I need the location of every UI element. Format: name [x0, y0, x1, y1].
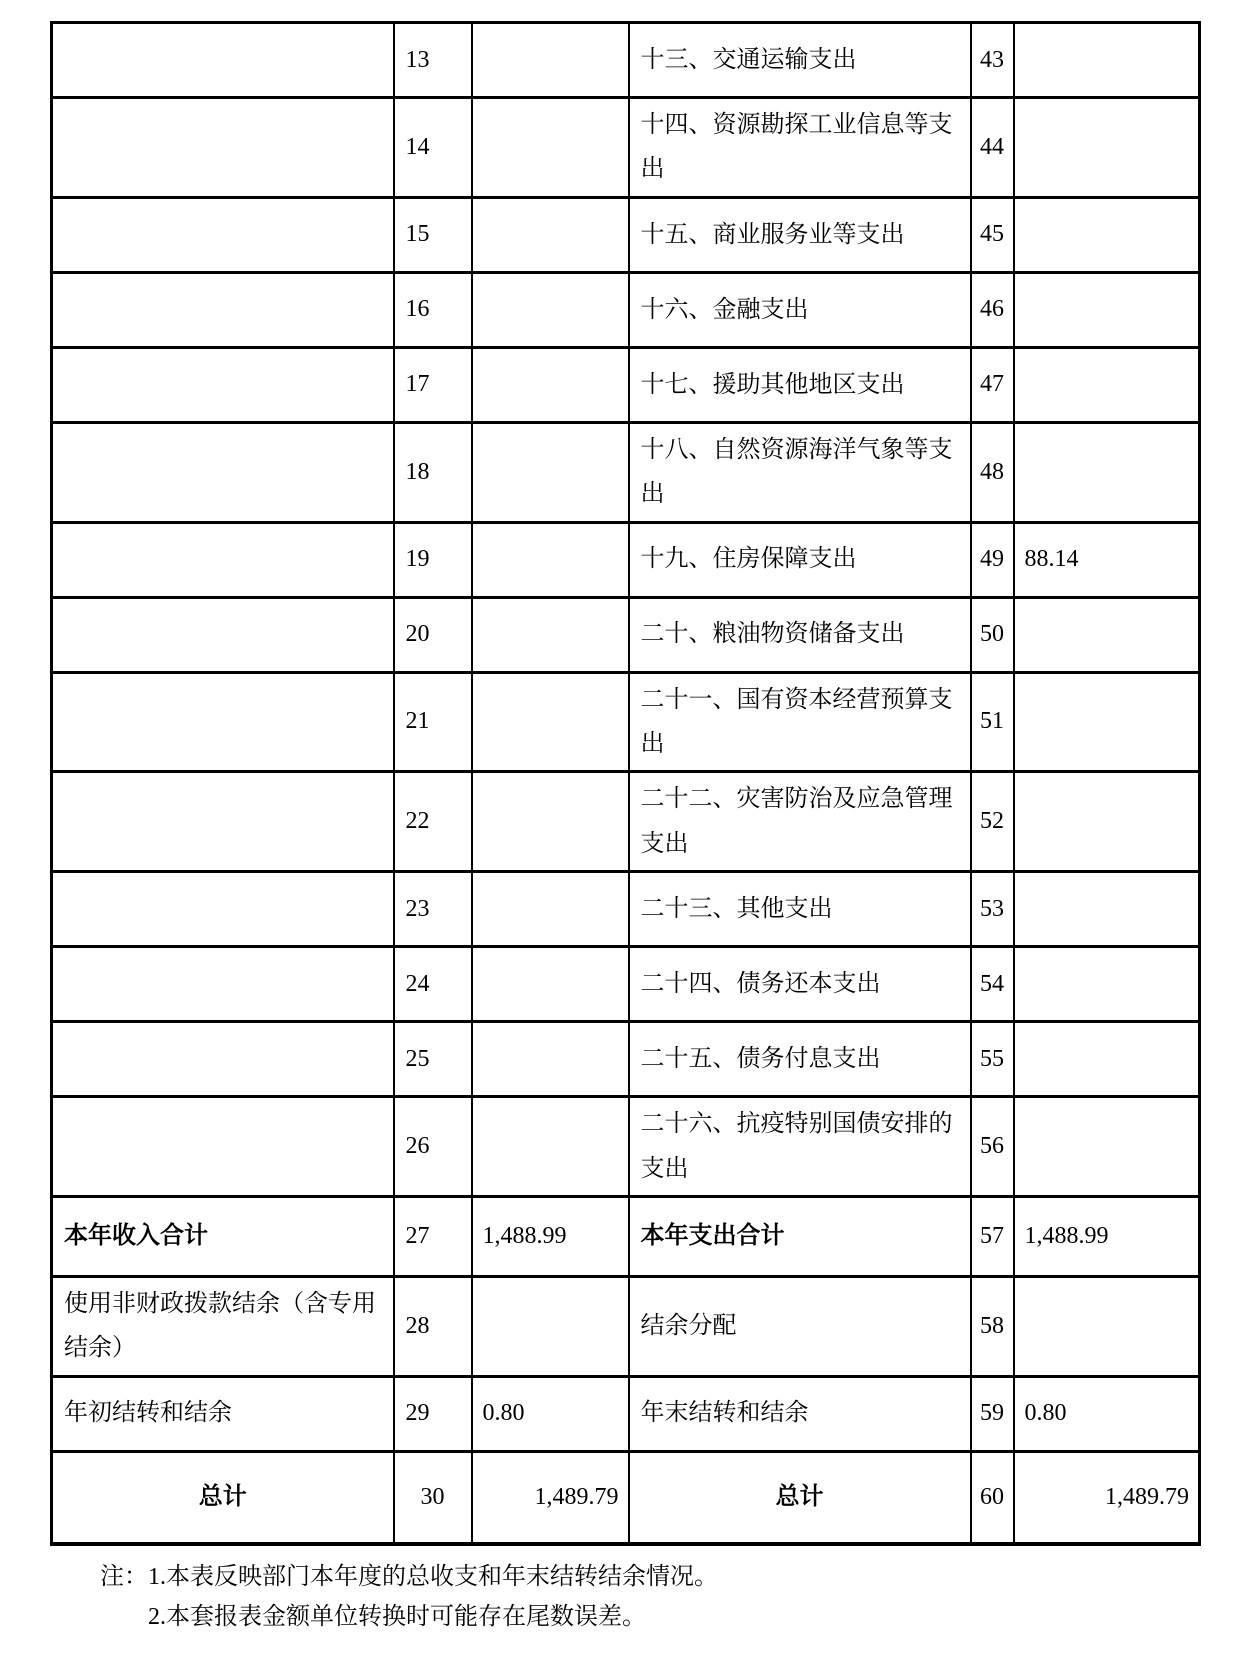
- income-label-cell: 本年收入合计: [52, 1196, 394, 1276]
- income-line-cell: 17: [394, 347, 472, 422]
- table-row: [52, 1276, 1200, 1376]
- expense-amount-cell: 1,488.99: [1014, 1196, 1200, 1276]
- income-line-cell: 13: [394, 23, 472, 98]
- income-amount-cell: [472, 522, 629, 597]
- table-row: [52, 1196, 1200, 1276]
- table-body: [52, 23, 1200, 1545]
- income-line-cell: 26: [394, 1097, 472, 1197]
- expense-line-cell: 58: [971, 1276, 1014, 1376]
- income-line-cell: 19: [394, 522, 472, 597]
- note-prefix: 注：: [100, 1564, 148, 1591]
- expense-label-cell: 二十六、抗疫特别国债安排的支出: [629, 1097, 971, 1197]
- expense-line-cell: 47: [971, 347, 1014, 422]
- expense-line-cell: 43: [971, 23, 1014, 98]
- income-line-cell: 14: [394, 98, 472, 198]
- table-notes: [100, 1561, 1250, 1633]
- income-amount-cell: [472, 1022, 629, 1097]
- expense-line-cell: 54: [971, 947, 1014, 1022]
- expense-label-cell: 十七、援助其他地区支出: [629, 347, 971, 422]
- expense-line-cell: 57: [971, 1196, 1014, 1276]
- income-line-cell: 24: [394, 947, 472, 1022]
- income-label-cell: [52, 1097, 394, 1197]
- expense-amount-cell: 88.14: [1014, 522, 1200, 597]
- income-label-cell: [52, 672, 394, 772]
- expense-label-cell: 十三、交通运输支出: [629, 23, 971, 98]
- income-line-cell: 18: [394, 422, 472, 522]
- table-row: [52, 272, 1200, 347]
- expense-label-cell: 二十三、其他支出: [629, 872, 971, 947]
- expense-line-cell: 59: [971, 1376, 1014, 1451]
- table-row: [52, 197, 1200, 272]
- expense-amount-cell: [1014, 597, 1200, 672]
- expense-line-cell: 56: [971, 1097, 1014, 1197]
- note-item-2: 2.本套报表金额单位转换时可能存在尾数误差。: [148, 1603, 646, 1630]
- income-line-cell: 22: [394, 772, 472, 872]
- expense-line-cell: 51: [971, 672, 1014, 772]
- income-label-cell: 使用非财政拨款结余（含专用结余）: [52, 1276, 394, 1376]
- table-row: [52, 522, 1200, 597]
- income-amount-cell: [472, 872, 629, 947]
- income-amount-cell: [472, 23, 629, 98]
- income-line-cell: 27: [394, 1196, 472, 1276]
- income-amount-cell: 0.80: [472, 1376, 629, 1451]
- income-label-cell: [52, 197, 394, 272]
- note-item-1: 1.本表反映部门本年度的总收支和年末结转结余情况。: [148, 1564, 718, 1591]
- expense-amount-cell: [1014, 672, 1200, 772]
- expense-label-cell: 十六、金融支出: [629, 272, 971, 347]
- income-amount-cell: [472, 597, 629, 672]
- expense-label-cell: 二十二、灾害防治及应急管理支出: [629, 772, 971, 872]
- income-label-cell: [52, 422, 394, 522]
- income-label-cell: [52, 347, 394, 422]
- expense-line-cell: 44: [971, 98, 1014, 198]
- income-amount-cell: [472, 98, 629, 198]
- table-row: [52, 947, 1200, 1022]
- table-row: [52, 772, 1200, 872]
- income-amount-cell: [472, 672, 629, 772]
- income-label-cell: 年初结转和结余: [52, 1376, 394, 1451]
- expense-line-cell: 46: [971, 272, 1014, 347]
- income-label-cell: [52, 98, 394, 198]
- income-amount-cell: [472, 1276, 629, 1376]
- income-line-cell: 16: [394, 272, 472, 347]
- income-amount-cell: [472, 272, 629, 347]
- expense-amount-cell: [1014, 1276, 1200, 1376]
- expense-amount-cell: [1014, 197, 1200, 272]
- expense-label-cell: 十五、商业服务业等支出: [629, 197, 971, 272]
- expense-amount-cell: [1014, 1022, 1200, 1097]
- table-row: [52, 672, 1200, 772]
- income-label-cell: [52, 522, 394, 597]
- table-row: [52, 98, 1200, 198]
- table-row: [52, 1376, 1200, 1451]
- expense-label-cell: 本年支出合计: [629, 1196, 971, 1276]
- income-label-cell: [52, 772, 394, 872]
- table-row: [52, 1097, 1200, 1197]
- expense-label-cell: 年末结转和结余: [629, 1376, 971, 1451]
- expense-amount-cell: [1014, 1097, 1200, 1197]
- income-label-cell: [52, 272, 394, 347]
- table-row: [52, 422, 1200, 522]
- expense-label-cell: 二十、粮油物资储备支出: [629, 597, 971, 672]
- income-line-cell: 25: [394, 1022, 472, 1097]
- expense-amount-cell: [1014, 422, 1200, 522]
- income-amount-cell: [472, 197, 629, 272]
- expense-label-cell: 二十五、债务付息支出: [629, 1022, 971, 1097]
- table-row: [52, 347, 1200, 422]
- income-label-cell: [52, 872, 394, 947]
- expense-label-cell: 十四、资源勘探工业信息等支出: [629, 98, 971, 198]
- income-amount-cell: [472, 347, 629, 422]
- final-accounts-table: [50, 21, 1201, 1546]
- income-amount-cell: [472, 422, 629, 522]
- expense-amount-cell: [1014, 872, 1200, 947]
- expense-line-cell: 50: [971, 597, 1014, 672]
- table-row: [52, 872, 1200, 947]
- expense-amount-cell: 0.80: [1014, 1376, 1200, 1451]
- income-line-cell: 28: [394, 1276, 472, 1376]
- income-line-cell: 29: [394, 1376, 472, 1451]
- income-amount-cell: 1,489.79: [472, 1451, 629, 1544]
- table-row: [52, 1022, 1200, 1097]
- income-line-cell: 21: [394, 672, 472, 772]
- expense-amount-cell: [1014, 772, 1200, 872]
- expense-label-cell: 总计: [629, 1451, 971, 1544]
- expense-amount-cell: [1014, 947, 1200, 1022]
- note-line-1: [100, 1561, 1250, 1593]
- expense-label-cell: 十九、住房保障支出: [629, 522, 971, 597]
- expense-line-cell: 52: [971, 772, 1014, 872]
- expense-amount-cell: [1014, 23, 1200, 98]
- income-line-cell: 20: [394, 597, 472, 672]
- expense-line-cell: 48: [971, 422, 1014, 522]
- table-row: [52, 23, 1200, 98]
- income-label-cell: [52, 597, 394, 672]
- table-row: [52, 597, 1200, 672]
- expense-label-cell: 结余分配: [629, 1276, 971, 1376]
- income-label-cell: [52, 23, 394, 98]
- expense-line-cell: 55: [971, 1022, 1014, 1097]
- expense-line-cell: 60: [971, 1451, 1014, 1544]
- expense-line-cell: 45: [971, 197, 1014, 272]
- income-line-cell: 30: [394, 1451, 472, 1544]
- income-label-cell: 总计: [52, 1451, 394, 1544]
- income-label-cell: [52, 1022, 394, 1097]
- income-amount-cell: [472, 772, 629, 872]
- expense-amount-cell: [1014, 272, 1200, 347]
- table-row: [52, 1451, 1200, 1544]
- income-amount-cell: [472, 1097, 629, 1197]
- expense-label-cell: 二十四、债务还本支出: [629, 947, 971, 1022]
- expense-line-cell: 53: [971, 872, 1014, 947]
- expense-amount-cell: [1014, 347, 1200, 422]
- expense-line-cell: 49: [971, 522, 1014, 597]
- income-amount-cell: 1,488.99: [472, 1196, 629, 1276]
- income-line-cell: 23: [394, 872, 472, 947]
- income-line-cell: 15: [394, 197, 472, 272]
- income-amount-cell: [472, 947, 629, 1022]
- expense-label-cell: 二十一、国有资本经营预算支出: [629, 672, 971, 772]
- income-label-cell: [52, 947, 394, 1022]
- expense-amount-cell: 1,489.79: [1014, 1451, 1200, 1544]
- expense-amount-cell: [1014, 98, 1200, 198]
- expense-label-cell: 十八、自然资源海洋气象等支出: [629, 422, 971, 522]
